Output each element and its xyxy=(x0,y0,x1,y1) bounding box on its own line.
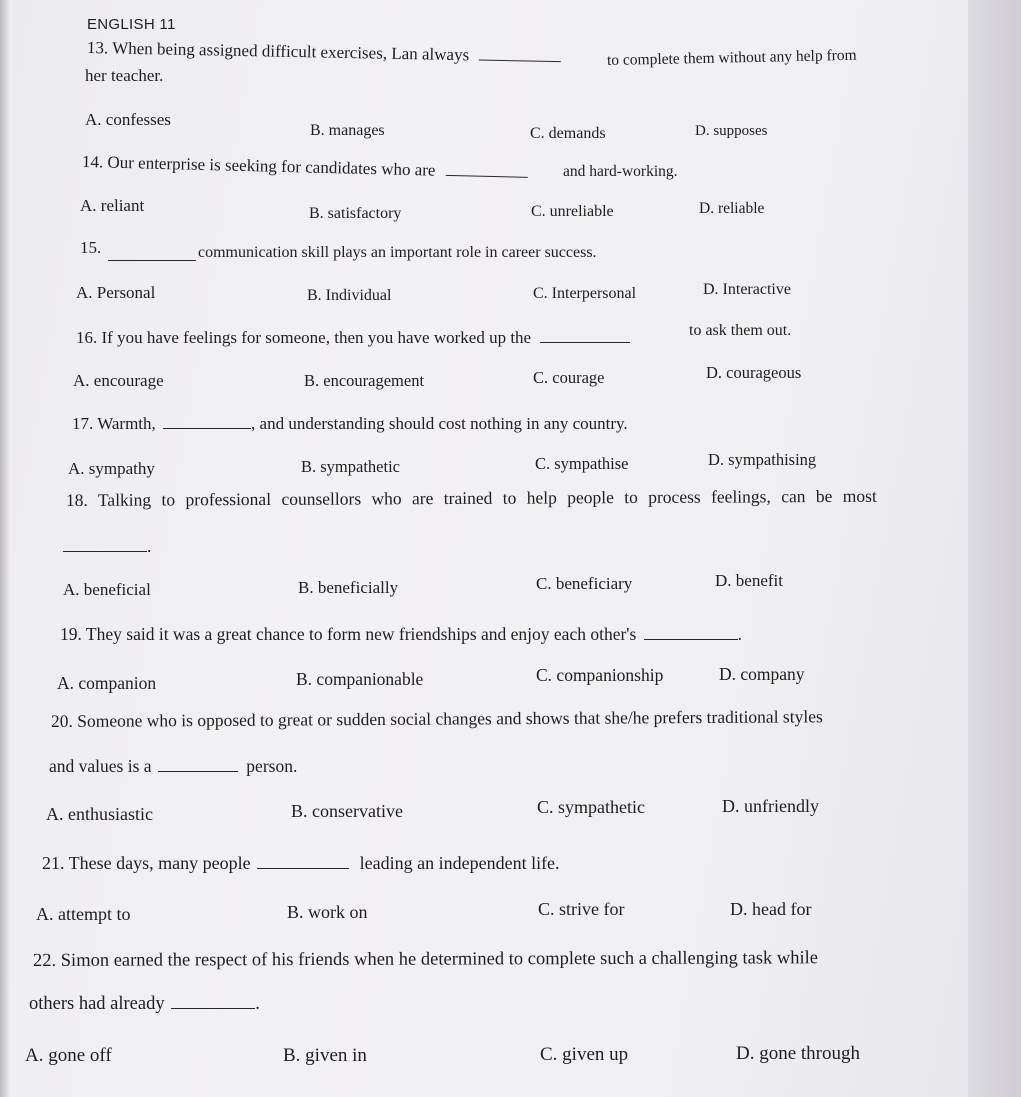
answer-blank xyxy=(540,330,630,343)
answer-blank xyxy=(163,416,251,429)
question-20-option-d[interactable]: D. unfriendly xyxy=(722,796,819,816)
question-22-stem: 22. Simon earned the respect of his friends when he determined to complete such a challenging task while xyxy=(32,948,819,971)
question-13-option-d[interactable]: D. supposes xyxy=(695,123,768,139)
answer-blank xyxy=(108,248,196,261)
question-19-option-b[interactable]: B. companionable xyxy=(296,669,424,689)
question-20-stem-cont: and values is a person. xyxy=(49,756,298,776)
worksheet-header: ENGLISH 11 xyxy=(87,16,176,33)
question-15-option-b[interactable]: B. Individual xyxy=(307,287,392,304)
question-16-option-c[interactable]: C. courage xyxy=(533,368,605,387)
question-15-stem: communication skill plays an important role in career success. xyxy=(198,244,597,261)
question-18-option-d[interactable]: D. benefit xyxy=(715,571,783,590)
answer-blank xyxy=(479,48,561,63)
question-17-option-b[interactable]: B. sympathetic xyxy=(301,457,400,476)
question-15-option-a[interactable]: A. Personal xyxy=(76,283,156,302)
question-16-option-b[interactable]: B. encouragement xyxy=(304,371,425,390)
question-19-option-d[interactable]: D. company xyxy=(719,664,805,684)
question-22-stem-cont: others had already . xyxy=(29,994,260,1014)
question-16-stem-cont: to ask them out. xyxy=(689,322,792,339)
question-16-stem: 16. If you have feelings for someone, then you have worked up the xyxy=(76,328,635,348)
question-16-option-d[interactable]: D. courageous xyxy=(706,363,802,382)
question-18-option-a[interactable]: A. beneficial xyxy=(63,580,151,599)
question-16-option-a[interactable]: A. encourage xyxy=(73,371,164,390)
question-14-option-c[interactable]: C. unreliable xyxy=(531,203,614,220)
question-14-stem-cont: and hard-working. xyxy=(563,163,678,180)
question-22-option-a[interactable]: A. gone off xyxy=(25,1045,112,1066)
answer-blank xyxy=(158,759,238,772)
question-21-stem: 21. These days, many people leading an independent life. xyxy=(42,853,560,873)
question-18-stem: 18. Talking to professional counsellors who are trained to help people to process feelings, can be most xyxy=(65,485,877,510)
answer-blank xyxy=(63,539,147,552)
question-21-option-d[interactable]: D. head for xyxy=(730,899,812,919)
question-21-option-a[interactable]: A. attempt to xyxy=(36,904,131,924)
question-21-option-b[interactable]: B. work on xyxy=(287,902,368,922)
question-14-option-b[interactable]: B. satisfactory xyxy=(309,205,402,222)
question-13-option-b[interactable]: B. manages xyxy=(310,122,385,139)
answer-blank xyxy=(644,627,738,640)
answer-blank xyxy=(171,996,255,1009)
question-17-option-a[interactable]: A. sympathy xyxy=(68,459,155,478)
page-edge xyxy=(968,0,1021,1097)
question-20-option-b[interactable]: B. conservative xyxy=(291,801,403,821)
question-13-option-c[interactable]: C. demands xyxy=(530,125,606,142)
question-19-option-a[interactable]: A. companion xyxy=(57,673,157,693)
question-22-option-b[interactable]: B. given in xyxy=(283,1045,367,1066)
question-20-stem: 20. Someone who is opposed to great or sudden social changes and shows that she/he prefers traditional styles xyxy=(50,706,823,731)
question-13-stem-end: her teacher. xyxy=(85,66,164,85)
question-20-option-c[interactable]: C. sympathetic xyxy=(537,797,645,817)
question-19-option-c[interactable]: C. companionship xyxy=(536,665,664,685)
question-14-option-d[interactable]: D. reliable xyxy=(699,200,765,217)
question-15-option-c[interactable]: C. Interpersonal xyxy=(533,285,637,302)
answer-blank xyxy=(257,856,349,869)
question-15-number: 15. xyxy=(80,238,196,258)
question-14-stem: 14. Our enterprise is seeking for candidates who are xyxy=(82,152,534,183)
question-15-option-d[interactable]: D. Interactive xyxy=(703,281,791,298)
question-14-option-a[interactable]: A. reliant xyxy=(80,196,145,215)
question-18-blank-line: . xyxy=(63,537,151,557)
question-13-stem-cont: to complete them without any help from xyxy=(606,46,857,69)
question-17-option-d[interactable]: D. sympathising xyxy=(708,450,817,469)
question-21-option-c[interactable]: C. strive for xyxy=(538,899,625,919)
answer-blank xyxy=(446,163,528,178)
question-18-option-c[interactable]: C. beneficiary xyxy=(536,574,633,593)
page-shadow xyxy=(0,0,10,1097)
question-20-option-a[interactable]: A. enthusiastic xyxy=(46,804,153,824)
question-17-stem: 17. Warmth, , and understanding should cost nothing in any country. xyxy=(72,414,628,433)
question-18-option-b[interactable]: B. beneficially xyxy=(298,578,399,597)
question-22-option-d[interactable]: D. gone through xyxy=(736,1043,861,1064)
question-22-option-c[interactable]: C. given up xyxy=(540,1044,629,1065)
question-13-stem: 13. When being assigned difficult exercises, Lan always xyxy=(87,38,568,67)
question-19-stem: 19. They said it was a great chance to form new friendships and enjoy each other's . xyxy=(60,624,743,644)
question-17-option-c[interactable]: C. sympathise xyxy=(535,454,629,473)
question-13-option-a[interactable]: A. confesses xyxy=(85,110,171,129)
